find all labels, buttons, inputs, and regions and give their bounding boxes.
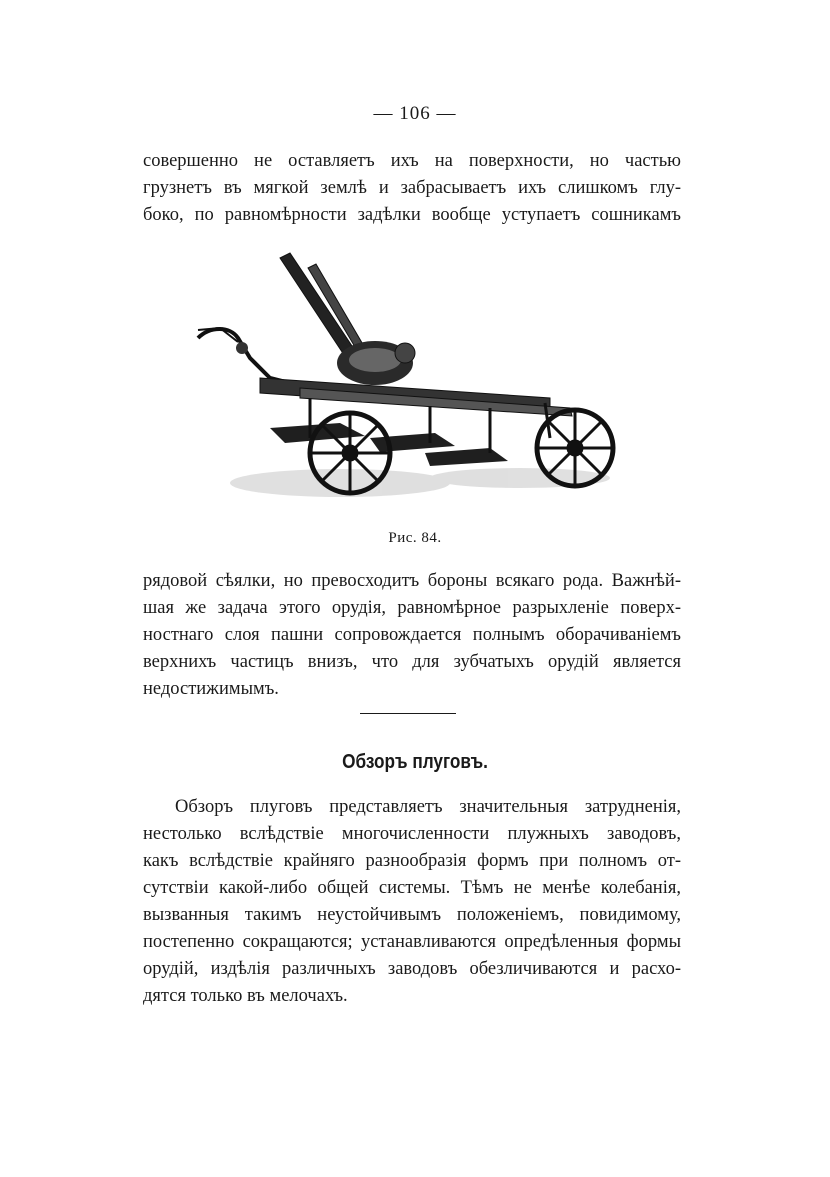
- text-line: верхнихъ частицъ внизъ, что для зубчатыхъ орудій является: [143, 652, 681, 672]
- plough-illustration: [190, 238, 630, 513]
- text-line: шая же задача этого орудія, равномѣрное разрыхленіе поверх-: [143, 598, 681, 618]
- text-line: сутствіи какой-либо общей системы. Тѣмъ не менѣе колебанія,: [143, 878, 681, 898]
- text-line: нестолько вслѣдствіе многочисленности плужныхъ заводовъ,: [143, 824, 681, 844]
- section-heading: Обзоръ плуговъ.: [342, 751, 488, 773]
- text-line: рядовой сѣялки, но превосходитъ бороны всякаго рода. Важнѣй-: [143, 571, 681, 591]
- paragraph-mid: [143, 568, 681, 703]
- section-paragraph: [143, 794, 681, 1010]
- paragraph-top: [143, 148, 681, 229]
- text-line: постепенно сокращаются; устанавливаются опредѣленныя формы: [143, 932, 681, 952]
- text-line: грузнетъ въ мягкой землѣ и забрасываетъ ихъ слишкомъ глу-: [143, 178, 681, 198]
- text-line: какъ вслѣдствіе крайняго разнообразія формъ при полномъ от-: [143, 851, 681, 871]
- text-line: недостижимымъ.: [143, 679, 279, 699]
- page-number: — 106 —: [373, 103, 457, 124]
- text-line: боко, по равномѣрности задѣлки вообще уступаетъ сошникамъ: [143, 205, 681, 225]
- text-line: вызванныя такимъ неустойчивымъ положеніемъ, повидимому,: [143, 905, 681, 925]
- text-line: совершенно не оставляетъ ихъ на поверхности, но частью: [143, 151, 681, 171]
- figure-caption: Рис. 84.: [388, 530, 442, 546]
- text-line: дятся только въ мелочахъ.: [143, 986, 348, 1006]
- section-divider: [360, 713, 456, 714]
- text-line: орудій, издѣлія различныхъ заводовъ обезличиваются и расхо-: [143, 959, 681, 979]
- text-line: ностнаго слоя пашни сопровождается полнымъ оборачиваніемъ: [143, 625, 681, 645]
- text-line: Обзоръ плуговъ представляетъ значительныя затрудненія,: [175, 797, 681, 817]
